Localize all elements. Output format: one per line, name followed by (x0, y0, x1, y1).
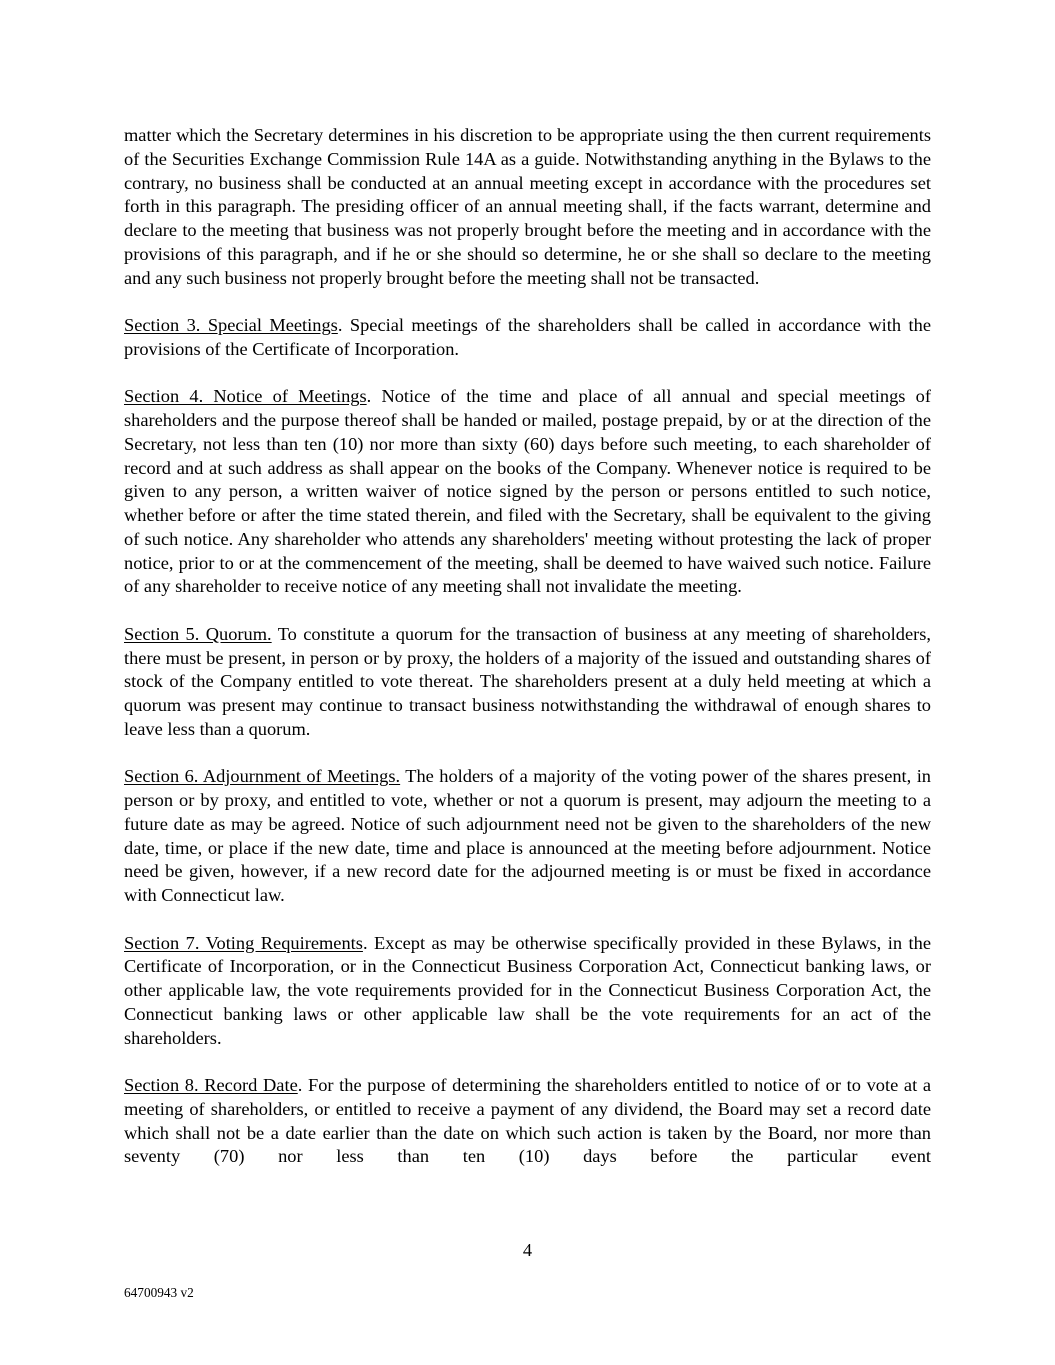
section-6-body: The holders of a majority of the voting power of the shares present, in person or by proxy, and entitled to vote, whether or not a quorum is present, may adjourn the meeting to a future date as may be agreed. Notice of such adjournment need not be given to the shareholders of the new date, time, or place if the new date, time and place is announced at the meeting before adjournment. Notice need be given, however, if a new record date for the adjourned meeting is or must be fixed in accordance with Connecticut law. (124, 766, 932, 905)
section-3-paragraph (124, 314, 931, 362)
section-6-paragraph (124, 765, 931, 908)
section-5-heading: Section 5. Quorum. (124, 623, 272, 644)
section-5-paragraph (124, 623, 931, 742)
section-6-heading: Section 6. Adjournment of Meetings. (124, 766, 401, 787)
section-5-body: To constitute a quorum for the transaction of business at any meeting of shareholders, there must be present, in person or by proxy, the holders of a majority of the issued and outstanding shares of stock of the Company entitled to vote thereat. The shareholders present at a duly held meeting at which a quorum was present may continue to transact business notwithstanding the withdrawal of enough shares to leave less than a quorum. (124, 623, 931, 739)
document-id-footer: 64700943 v2 (124, 1285, 194, 1300)
section-8-heading: Section 8. Record Date (124, 1075, 298, 1095)
section-8-paragraph (124, 1074, 931, 1169)
intro-paragraph: matter which the Secretary determines in his discretion to be appropriate using the then current requirements of the Securities Exchange Commission Rule 14A as a guide. Notwithstanding anything in the Bylaws to the contrary, no business shall be conducted at an annual meeting except in accordance with the procedures set forth in this paragraph. The presiding officer of an annual meeting shall, if the facts warrant, determine and declare to the meeting that business was not properly brought before the meeting and in accordance with the provisions of this paragraph, and if he or she should so determine, he or she shall so declare to the meeting and any such business not properly brought before the meeting shall not be transacted. (124, 125, 931, 288)
section-4-body: . Notice of the time and place of all annual and special meetings of shareholders and the purpose thereof shall be handed or mailed, postage prepaid, by or at the direction of the Secretary, not less than ten (10) nor more than sixty (60) days before such meeting, to each shareholder of record and at such address as shall appear on the books of the Company. Whenever notice is required to be given to any person, a written waiver of notice signed by the person or persons entitled to such notice, whether before or after the time stated therein, and filed with the Secretary, shall be equivalent to the giving of such notice. Any shareholder who attends any shareholders' meeting without protesting the lack of proper notice, prior to or at the commencement of the meeting, shall be deemed to have waived such notice. Failure of any shareholder to receive notice of any meeting shall not invalidate the meeting. (124, 386, 931, 597)
section-7-body: . Except as may be otherwise specifically provided in these Bylaws, in the Certificate of Incorporation, or in the Connecticut Business Corporation Act, Connecticut banking laws, or other applicable law, the vote requirements provided for in the Connecticut Business Corporation Act, the Connecticut banking laws or other applicable law shall be the vote requirements for an act of the shareholders. (124, 932, 931, 1048)
page-number: 4 (522, 1240, 533, 1260)
section-4-heading: Section 4. Notice of Meetings (124, 386, 367, 407)
section-4-paragraph (124, 385, 931, 599)
section-7-heading: Section 7. Voting Requirements (124, 932, 363, 953)
document-page-body (124, 124, 931, 1169)
section-8-body: . For the purpose of determining the shareholders entitled to notice of or to vote at a meeting of shareholders, or entitled to receive a payment of any dividend, the Board may set a record date which shall not be a date earlier than the date on which such action is taken by the Board, nor more than seventy (70) nor less than ten (10) days before the particular event (124, 1075, 931, 1167)
section-3-body: . Special meetings of the shareholders shall be called in accordance with the provisions of the Certificate of Incorporation. (124, 315, 931, 359)
section-7-paragraph (124, 932, 931, 1051)
section-3-heading: Section 3. Special Meetings (124, 315, 338, 335)
